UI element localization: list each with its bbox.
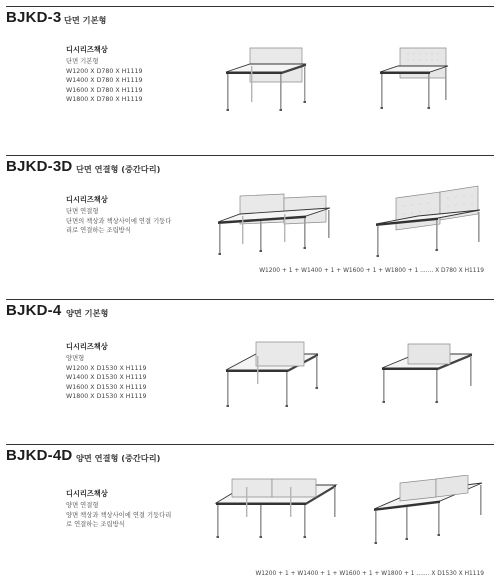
spec-line: W1400 X D1530 X H1119 [66, 374, 147, 382]
product-series-title: 디시리즈책상 [66, 489, 108, 498]
product-code: BJKD-4 [6, 302, 62, 319]
desk-image-back [378, 44, 468, 126]
product-spec-list [66, 207, 171, 236]
product-spec-list [66, 501, 171, 530]
spec-line: 단면 기본형 [66, 58, 99, 65]
double-desk-image-back [378, 338, 478, 418]
spec-line: W1800 X D1530 X H1119 [66, 393, 147, 401]
spec-line: W1600 X D1530 X H1119 [66, 383, 147, 391]
connected-double-desk-image-back [370, 475, 488, 565]
product-code: BJKD-3D [6, 158, 73, 175]
product-series-title: 디시리즈책상 [66, 45, 108, 54]
spec-line: 양면형 [66, 355, 85, 362]
section-bjkd-4 [0, 296, 500, 441]
double-desk-image-front [222, 336, 322, 422]
product-subtitle: 단면 기본형 [64, 15, 107, 25]
spec-line: W1600 X D780 X H1119 [66, 86, 143, 94]
spec-line: 리로 연결하는 조립방식 [66, 227, 131, 235]
connected-dimensions: W1200 + 1 + W1400 + 1 + W1600 + 1 + W1800 + 1 ....... X D1530 X H1119 [255, 571, 484, 577]
section-divider [6, 155, 494, 156]
section-bjkd-3 [0, 0, 500, 148]
section-divider [6, 299, 494, 300]
product-subtitle: 양면 연결형 (중간다리) [76, 453, 161, 463]
spec-line: 양면 연결형 [66, 502, 99, 509]
connected-desk-image-back [374, 184, 486, 272]
section-divider [6, 444, 494, 445]
product-code: BJKD-3 [6, 9, 62, 26]
spec-line: W1400 X D780 X H1119 [66, 77, 143, 85]
desk-image-front [222, 42, 312, 124]
section-bjkd-3d [0, 148, 500, 296]
spec-line: W1200 X D780 X H1119 [66, 67, 143, 75]
product-spec-list [66, 354, 147, 402]
product-series-title: 디시리즈책상 [66, 195, 108, 204]
spec-line: W1200 X D1530 X H1119 [66, 364, 147, 372]
section-divider [6, 6, 494, 7]
product-subtitle: 단면 연결형 (중간다리) [76, 164, 161, 174]
product-code: BJKD-4D [6, 447, 73, 464]
product-spec-list [66, 57, 143, 105]
spec-line: 로 연결하는 조립방식 [66, 521, 125, 529]
connected-desk-image-front [214, 188, 338, 274]
connected-double-desk-image-front [212, 477, 342, 567]
spec-line: 양면 책상과 책상사이에 연결 기둥다리 [66, 511, 172, 519]
spec-line: 단면의 책상과 책상사이에 연결 기둥다 [66, 217, 172, 225]
spec-line: W1800 X D780 X H1119 [66, 96, 143, 104]
section-bjkd-4d [0, 441, 500, 586]
product-subtitle: 양면 기본형 [66, 308, 109, 318]
product-series-title: 디시리즈책상 [66, 342, 108, 351]
spec-line: 단면 연결형 [66, 208, 99, 215]
connected-dimensions: W1200 + 1 + W1400 + 1 + W1600 + 1 + W1800 + 1 ....... X D780 X H1119 [259, 268, 484, 274]
